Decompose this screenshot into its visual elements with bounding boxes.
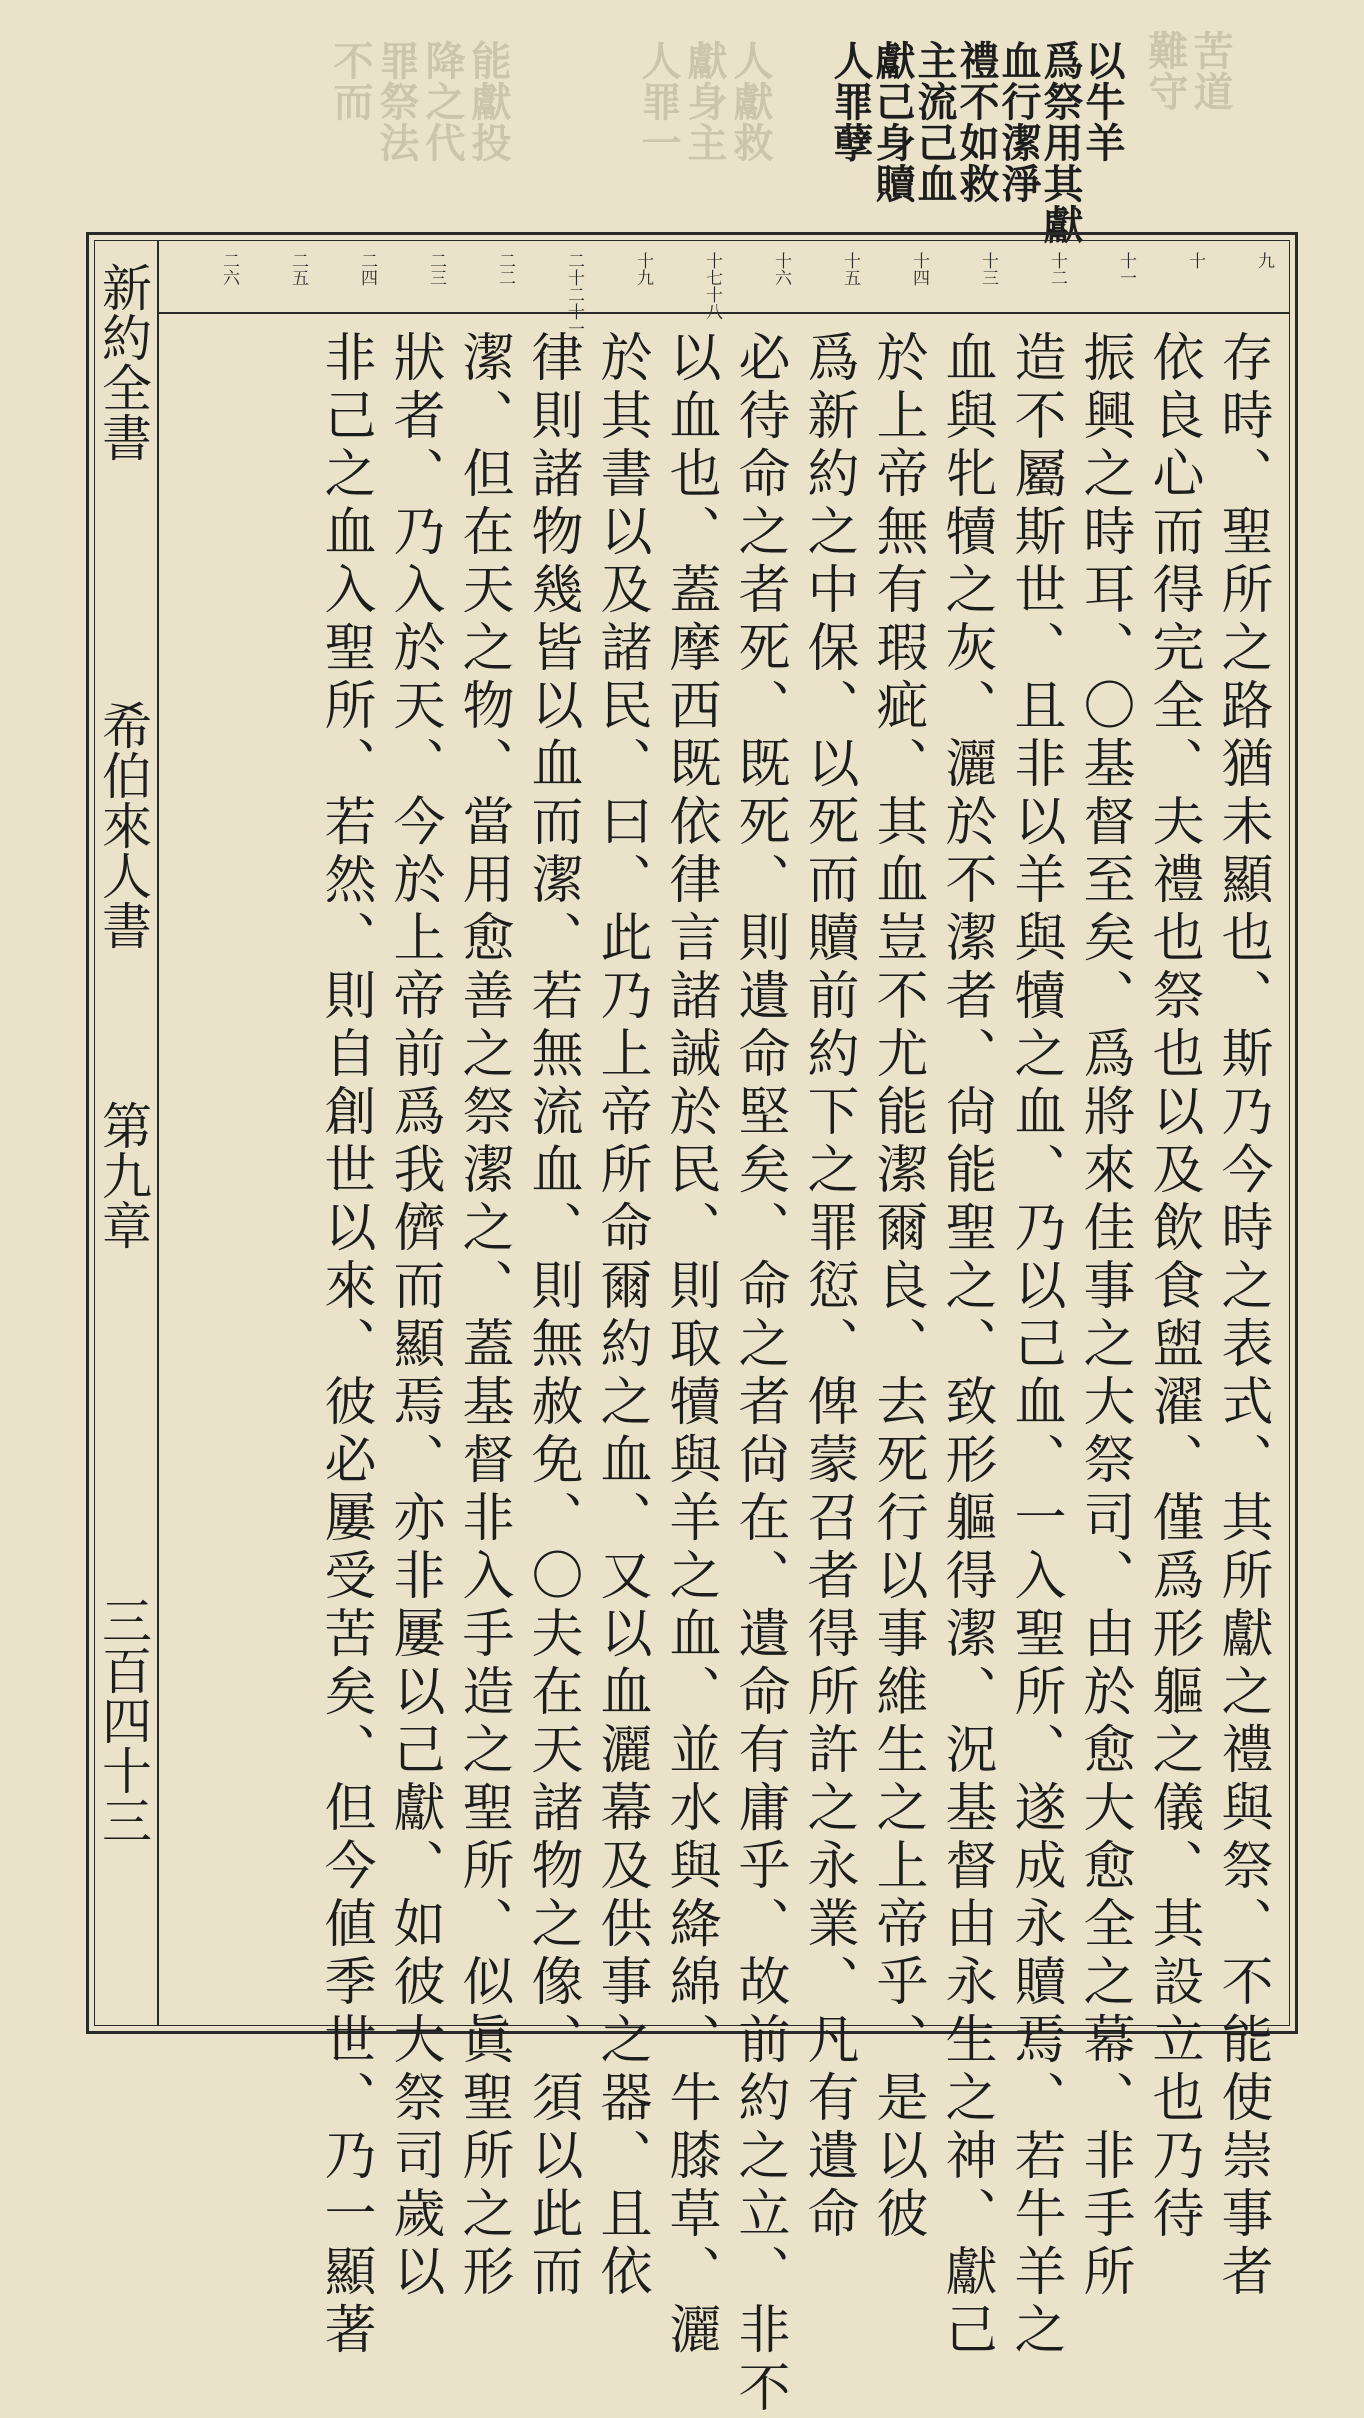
verse-number: 二五 <box>288 252 308 286</box>
verse-number: 二二 <box>495 252 515 286</box>
text-column: 血與牝犢之灰、灑於不潔者、尙能聖之、致形軀得潔、況基督由永生之神、獻己 <box>936 330 996 2360</box>
header-note-line: 禮不如救 <box>953 40 1000 204</box>
header-note-line: 主流己血 <box>911 40 958 204</box>
text-column: 依良心而得完全、夫禮也祭也以及飲食盥濯、僅爲形軀之儀、其設立也乃待 <box>1143 330 1203 2244</box>
verse-number: 十 <box>1185 252 1205 269</box>
verse-number: 十七十八 <box>702 252 722 320</box>
text-column: 存時、聖所之路猶未顯也、斯乃今時之表式、其所獻之禮與祭、不能使崇事者 <box>1212 330 1272 2302</box>
bleed-text: 能獻投 <box>465 40 512 163</box>
book-title: 新約全書 <box>94 262 152 462</box>
verse-number: 九 <box>1254 252 1274 269</box>
text-column: 振興之時耳、〇基督至矣、爲將來佳事之大祭司、由於愈大愈全之幕、非手所 <box>1074 330 1134 2302</box>
verse-number: 二六 <box>219 252 239 286</box>
verse-number: 十四 <box>909 252 929 286</box>
book-name: 希伯來人書 <box>94 700 152 950</box>
verse-number: 十三 <box>978 252 998 286</box>
text-column: 律則諸物幾皆以血而潔、若無流血、則無赦免、〇夫在天諸物之像、須以此而 <box>522 330 582 2302</box>
header-note-line: 爲祭用其獻 <box>1037 40 1084 245</box>
page-number: 三百四十三 <box>94 1595 152 1845</box>
text-column: 於其書以及諸民、曰、此乃上帝所命爾約之血、又以血灑幕及供事之器、且依 <box>591 330 651 2302</box>
text-column: 造不屬斯世、且非以羊與犢之血、乃以己血、一入聖所、遂成永贖焉、若牛羊之 <box>1005 330 1065 2360</box>
verse-number: 十一 <box>1116 252 1136 286</box>
text-column: 潔、但在天之物、當用愈善之祭潔之、蓋基督非入手造之聖所、似眞聖所之形 <box>453 330 513 2302</box>
verse-number: 二四 <box>357 252 377 286</box>
text-column: 爲新約之中保、以死而贖前約下之罪愆、俾蒙召者得所許之永業、凡有遺命 <box>798 330 858 2244</box>
header-note-line: 以牛羊 <box>1079 40 1126 163</box>
text-column: 必待命之者死、既死、則遺命堅矣、命之者尙在、遺命有庸乎、故前約之立、非不 <box>729 330 789 2418</box>
bleed-text-left: 苦道 <box>1187 30 1234 112</box>
bleed-text: 降之代 <box>419 40 466 163</box>
header-note-line: 獻己身贖 <box>869 40 916 204</box>
header-note-line: 血行潔淨 <box>995 40 1042 204</box>
verse-number: 二十二十一 <box>564 252 584 337</box>
bleed-text: 獻身主 <box>681 40 728 163</box>
verse-number: 十六 <box>771 252 791 286</box>
text-column: 非己之血入聖所、若然、則自創世以來、彼必屢受苦矣、但今値季世、乃一顯著 <box>315 330 375 2360</box>
verse-number: 十二 <box>1047 252 1067 286</box>
bleed-text: 罪祭法 <box>373 40 420 163</box>
bleed-text: 不而 <box>327 40 374 122</box>
header-note-line: 人罪孽 <box>827 40 874 163</box>
text-column: 以血也、蓋摩西既依律言諸誡於民、則取犢與羊之血、並水與絳綿、牛膝草、灑 <box>660 330 720 2360</box>
bleed-text: 人獻救 <box>727 40 774 163</box>
text-column: 於上帝無有瑕疵、其血豈不尤能潔爾良、去死行以事維生之上帝乎、是以彼 <box>867 330 927 2244</box>
bleed-text-left: 難守 <box>1142 30 1189 112</box>
verse-number: 十五 <box>840 252 860 286</box>
bleed-text: 人罪一 <box>635 40 682 163</box>
text-column: 狀者、乃入於天、今於上帝前爲我儕而顯焉、亦非屢以己獻、如彼大祭司歲以 <box>384 330 444 2302</box>
verse-number: 二三 <box>426 252 446 286</box>
verse-number: 十九 <box>633 252 653 286</box>
running-head-divider <box>157 240 159 2026</box>
chapter-label: 第九章 <box>94 1100 152 1250</box>
